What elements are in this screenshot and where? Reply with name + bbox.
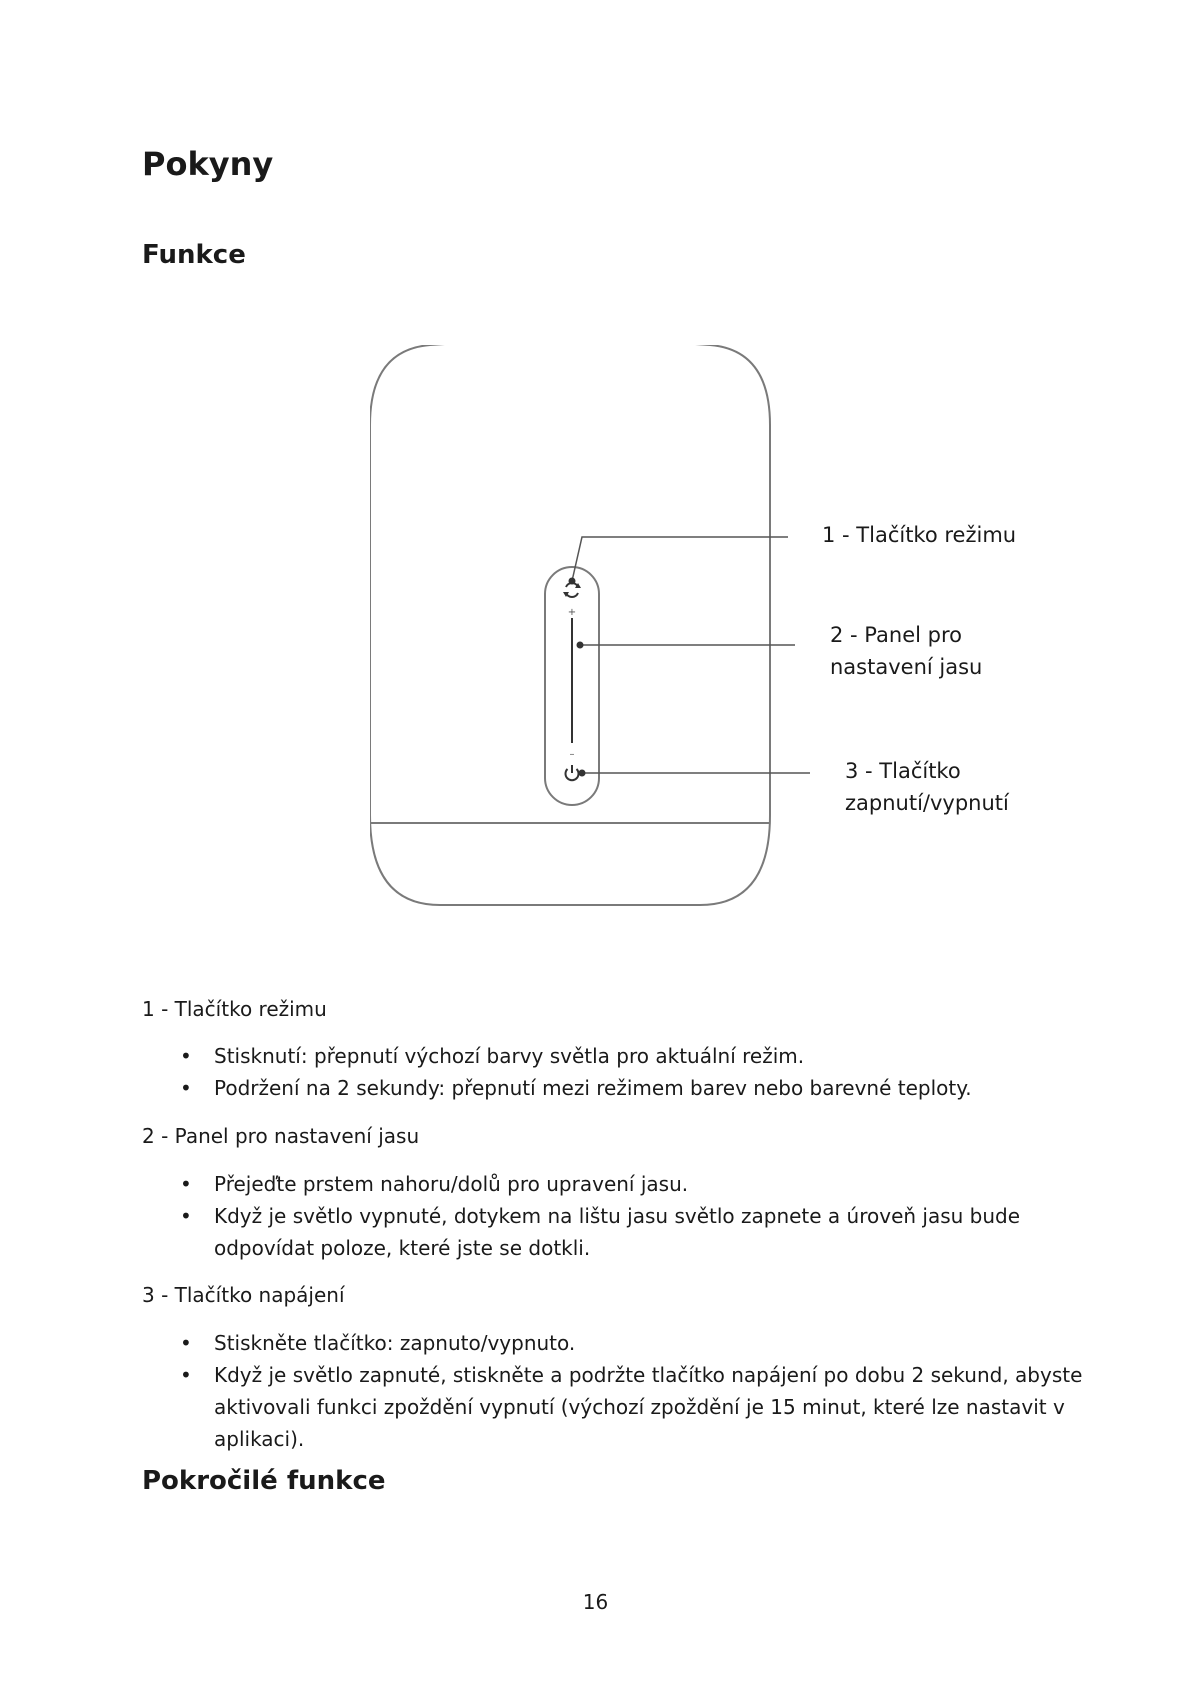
lamp-body-outline bbox=[370, 345, 770, 905]
list-item: • Stisknutí: přepnutí výchozí barvy světla pro aktuální režim. bbox=[0, 1040, 1094, 1072]
page-title: Pokyny bbox=[142, 145, 274, 183]
slider-plus-sign: + bbox=[567, 607, 577, 618]
callout-line-mode bbox=[572, 537, 788, 581]
callout-dot-slider bbox=[577, 642, 584, 649]
mode-icon bbox=[563, 583, 581, 597]
lamp-diagram bbox=[370, 345, 1130, 915]
desc-list-mode bbox=[0, 1040, 1094, 1104]
section-heading-funkce: Funkce bbox=[142, 240, 246, 270]
callout-dot-power bbox=[579, 770, 586, 777]
section-heading-advanced: Pokročilé funkce bbox=[142, 1466, 386, 1496]
desc-list-brightness bbox=[0, 1168, 1094, 1264]
list-item: • Podržení na 2 sekundy: přepnutí mezi režimem barev nebo barevné teploty. bbox=[0, 1072, 1094, 1104]
desc-label-power: 3 - Tlačítko napájení bbox=[142, 1283, 345, 1307]
callout-brightness-panel bbox=[830, 619, 982, 683]
list-item: • Přejeďte prstem nahoru/dolů pro upravení jasu. bbox=[0, 1168, 1094, 1200]
power-icon bbox=[566, 765, 579, 780]
list-item: • Když je světlo vypnuté, dotykem na lištu jasu světlo zapnete a úroveň jasu bude odpovídat poloze, které jste se dotkli. bbox=[0, 1200, 1094, 1264]
callout-power-button: 3 - Tlačítko zapnutí/vypnutí bbox=[845, 759, 1009, 815]
desc-label-mode: 1 - Tlačítko režimu bbox=[142, 997, 327, 1021]
callout-brightness-line2: nastavení jasu bbox=[830, 655, 983, 679]
list-item: • Když je světlo zapnuté, stiskněte a podržte tlačítko napájení po dobu 2 sekund, abyste aktivovali funkci zpoždění vypnutí (výchozí zpoždění je 15 minut, které lze nastavit v aplikaci). bbox=[0, 1359, 1094, 1455]
list-item: • Stiskněte tlačítko: zapnuto/vypnuto. bbox=[0, 1327, 1094, 1359]
callout-mode-button: 1 - Tlačítko režimu bbox=[822, 523, 1017, 547]
callout-brightness-line1: 2 - Panel pro bbox=[830, 623, 962, 647]
lamp-illustration bbox=[370, 345, 1130, 915]
slider-minus-sign: – bbox=[569, 749, 575, 760]
desc-list-power bbox=[0, 1327, 1094, 1455]
desc-label-brightness: 2 - Panel pro nastavení jasu bbox=[142, 1124, 420, 1148]
callout-dot-mode bbox=[569, 578, 576, 585]
page-number: 16 bbox=[582, 1590, 609, 1614]
